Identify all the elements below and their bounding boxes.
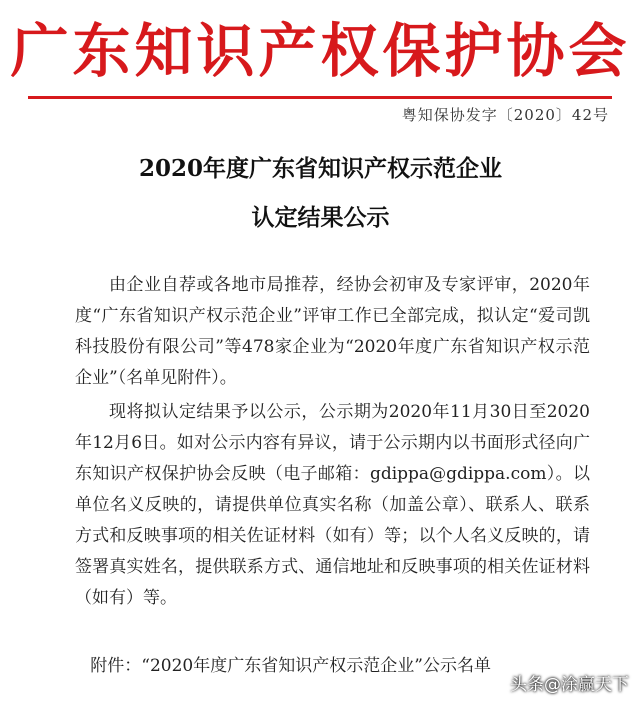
attachment-line: 附件：“2020年度广东省知识产权示范企业”公示名单 [90, 656, 491, 676]
body-paragraph-2: 现将拟认定结果予以公示，公示期为2020年11月30日至2020年12月6日。如对公示内容有异议，请于公示期内以书面形式径向广东知识产权保护协会反映（电子邮箱：gdippa@gdippa.com）。以单位名义反映的，请提供单位真实名称（加盖公章）、联系人、联系方式和反映事项的相关佐证材料（如有）等；以个人名义反映的，请签署真实姓名，提供联系方式、通信地址和反映事项的相关佐证材料（如有）等。 [75, 402, 590, 608]
document-title-line1: 2020年度广东省知识产权示范企业 [138, 155, 502, 182]
organization-header: 广东知识产权保护协会 [10, 17, 631, 85]
source-watermark: 头条@涂赢天下 [510, 675, 629, 695]
header-divider [28, 96, 612, 99]
body-paragraph-1: 由企业自荐或各地市局推荐，经协会初审及专家评审，2020年度“广东省知识产权示范企业”评审工作已全部完成，拟认定“爱司凯科技股份有限公司”等478家企业为“2020年度广东省知识产权示范企业”（名单见附件）。 [75, 275, 590, 388]
document-number: 粤知保协发字〔2020〕42号 [401, 106, 609, 124]
document-title-line2: 认定结果公示 [251, 204, 390, 231]
